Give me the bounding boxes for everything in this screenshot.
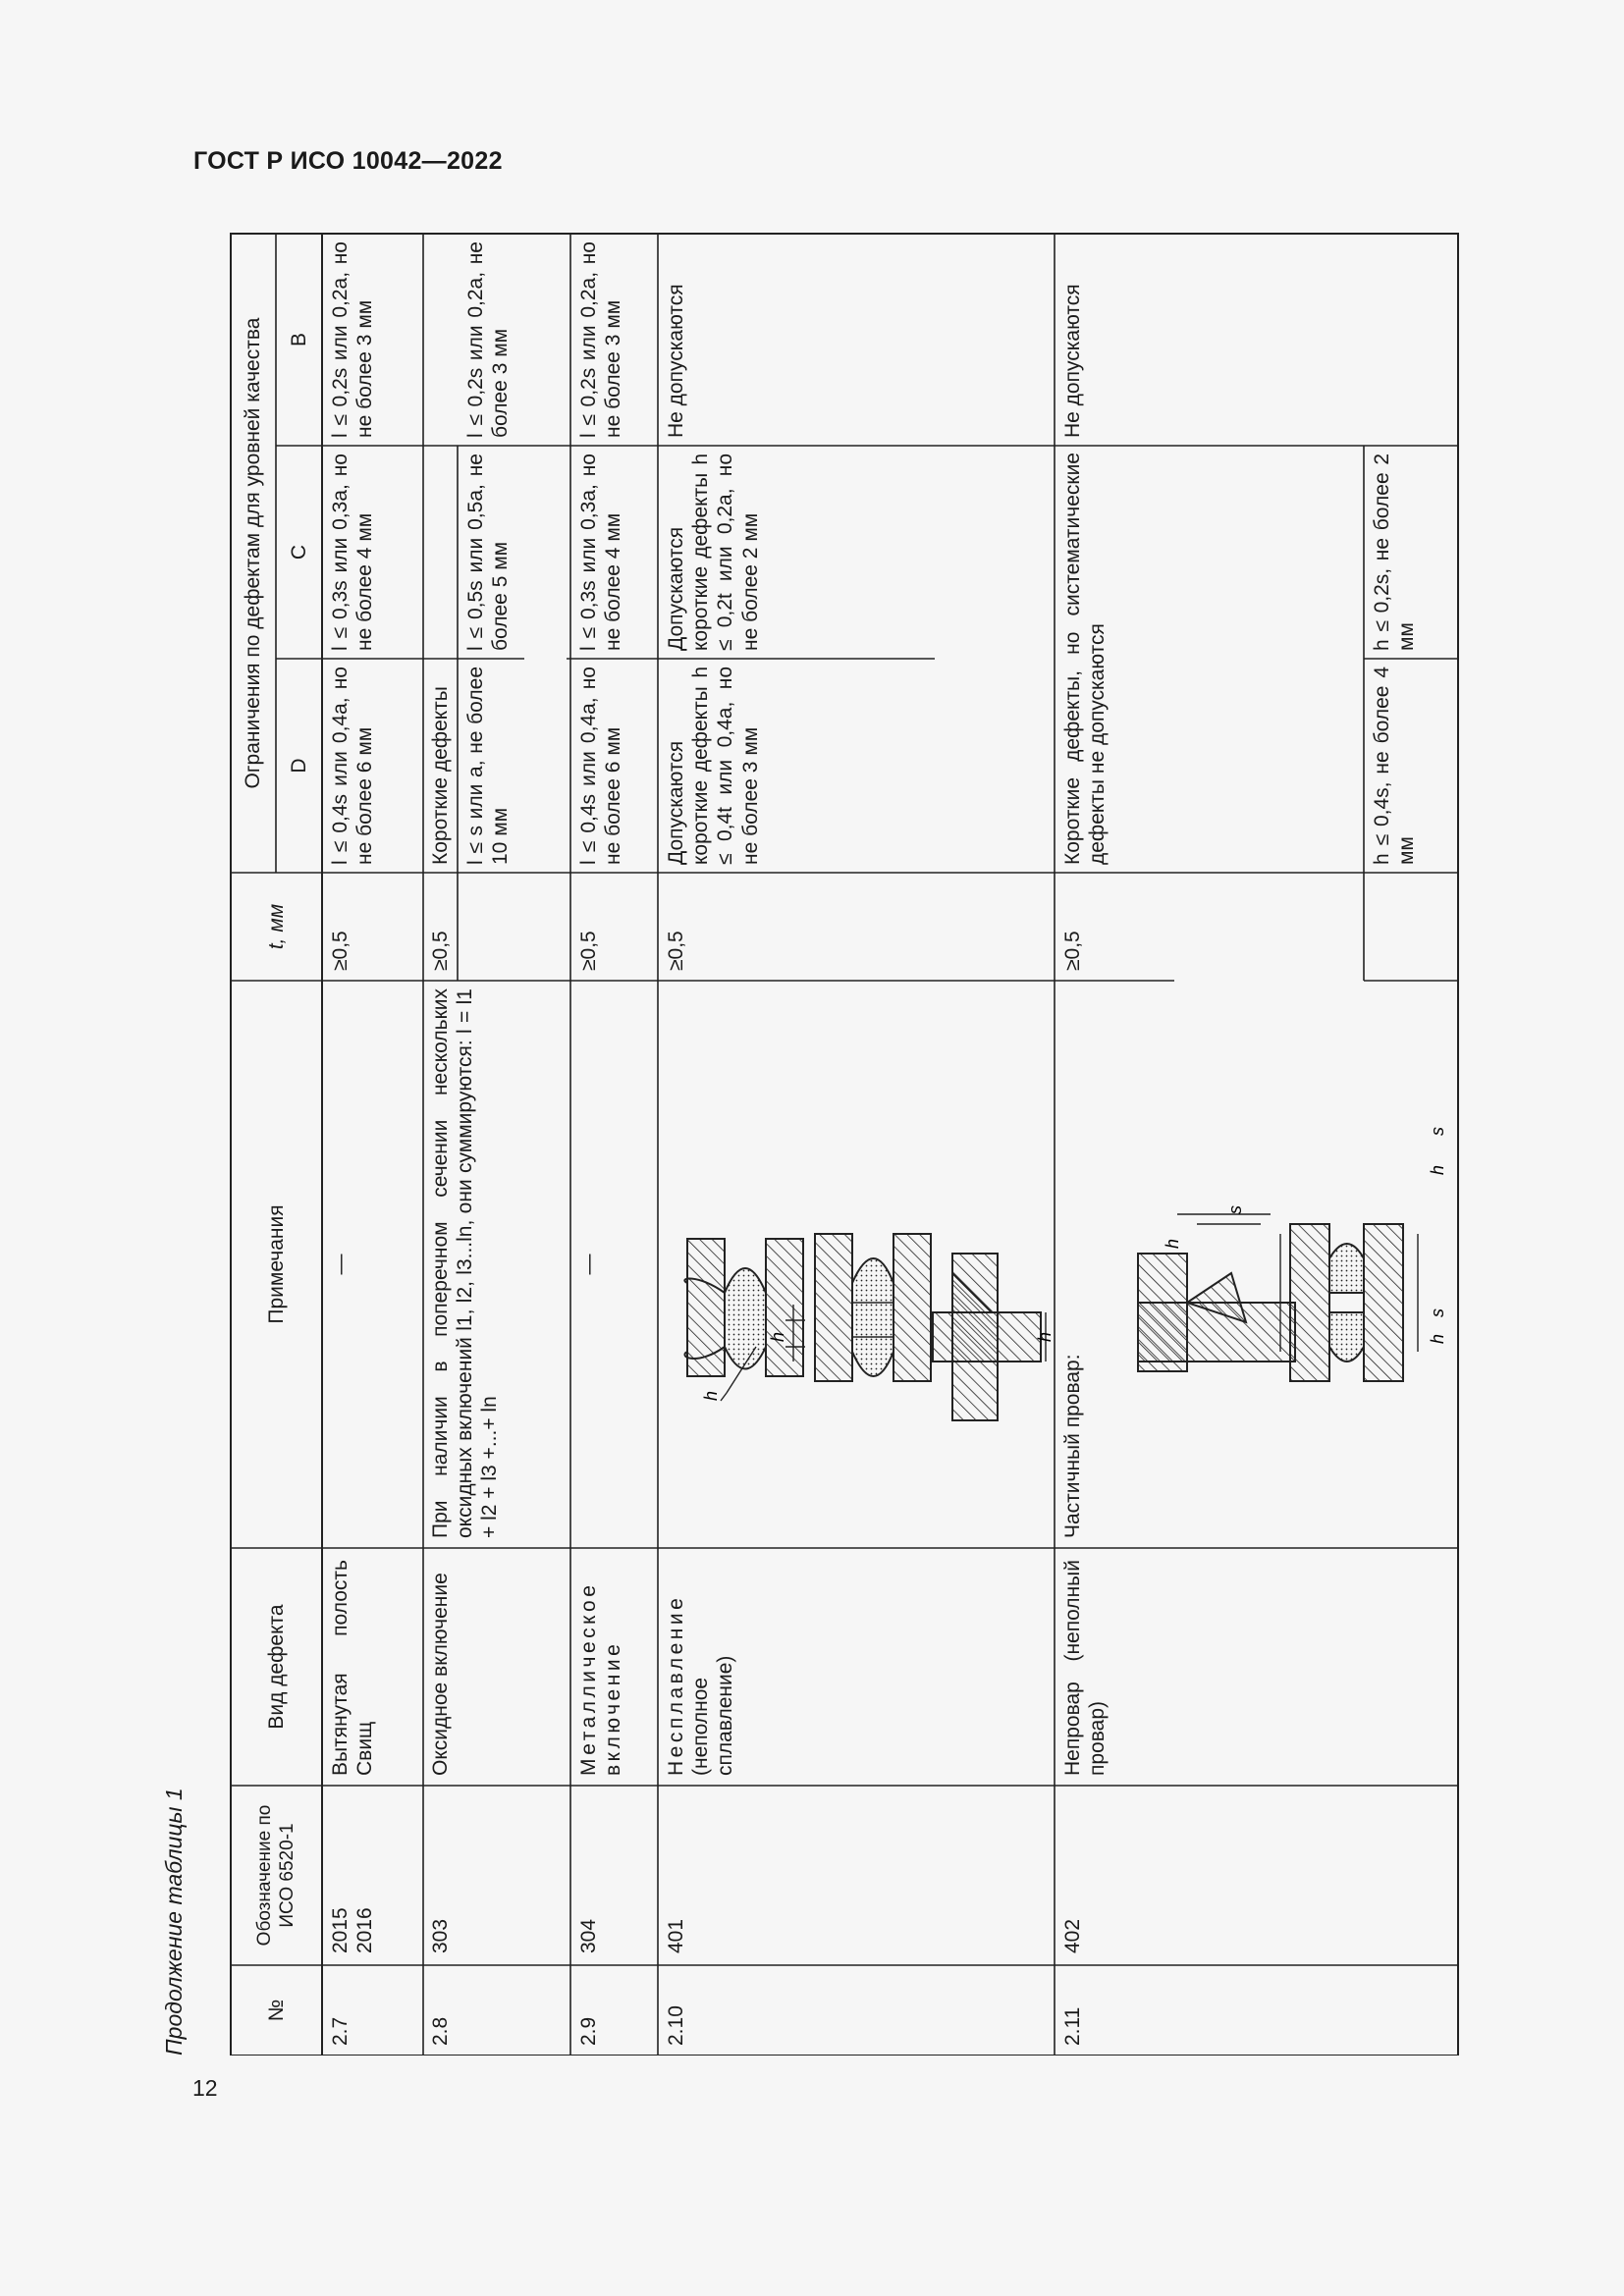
figure-label-h3: h <box>1035 1331 1055 1342</box>
row-2-8-short-defects: Короткие дефекты <box>429 686 452 865</box>
row-2-7-code: 2015 2016 <box>329 1907 377 1953</box>
row-2-11-d: h ≤ 0,4s, не более 4 мм <box>1371 667 1419 865</box>
figure-lack-of-fusion <box>658 981 1055 1548</box>
row-2-8-b: l ≤ 0,2s или 0,2a, не более 3 мм <box>464 241 513 438</box>
row-2-8-t: ≥0,5 <box>429 931 452 971</box>
header-notes: Примечания <box>264 1204 288 1324</box>
figure-label-h2: h <box>768 1331 787 1342</box>
row-2-11-b: Не допускаются <box>1061 284 1084 438</box>
header-num: № <box>264 1999 288 2022</box>
header-level-c: C <box>287 544 310 561</box>
row-2-9-c: l ≤ 0,3s или 0,3a, но не более 4 мм <box>577 454 625 651</box>
row-2-8-notes: При наличии в поперечном сечении нескольких оксидных включений l1, l2, l3...ln, они суммируются: l = l1 + l2 + l3 +...+ ln <box>429 988 502 1538</box>
row-2-10-num: 2.10 <box>665 2005 687 2046</box>
header-limits: Ограничения по дефектам для уровней качества <box>242 317 265 789</box>
figure-label-h6: h <box>1428 1164 1447 1175</box>
row-2-10-defect <box>664 1560 738 1776</box>
header-defect-type: Вид дефекта <box>264 1604 288 1730</box>
row-2-7-num: 2.7 <box>329 2016 352 2046</box>
row-2-9-t: ≥0,5 <box>577 931 600 971</box>
row-2-9-notes: — <box>577 1254 600 1275</box>
row-2-7-notes: — <box>329 1254 352 1275</box>
row-2-7-b: l ≤ 0,2s или 0,2a, но не более 3 мм <box>329 241 377 438</box>
header-level-d: D <box>287 758 310 774</box>
row-2-11-code: 402 <box>1061 1918 1084 1953</box>
figure-label-s2: s <box>1428 1308 1447 1317</box>
row-2-11-num: 2.11 <box>1061 2006 1084 2046</box>
row-2-11-notes: Частичный провар: <box>1061 1354 1084 1538</box>
header-designation: Обозначение по ИСО 6520-1 <box>253 1804 298 1947</box>
row-2-9-b: l ≤ 0,2s или 0,2a, но не более 3 мм <box>577 241 625 438</box>
figure-label-h1: h <box>701 1390 721 1401</box>
figure-label-h5: h <box>1428 1333 1447 1344</box>
row-2-8-num: 2.8 <box>429 2016 452 2046</box>
row-2-7-c: l ≤ 0,3s или 0,3a, но не более 4 мм <box>329 454 377 651</box>
table-caption: Продолжение таблицы 1 <box>161 1788 187 2056</box>
row-2-11-c: h ≤ 0,2s, не более 2 мм <box>1371 454 1419 651</box>
row-2-8-d: l ≤ s или a, не более 10 мм <box>464 667 513 865</box>
row-2-10-code: 401 <box>665 1918 687 1953</box>
header-level-b: B <box>287 333 310 347</box>
row-2-10-d: Допускаются короткие дефекты h ≤ 0,4t или 0,4a, но не более 3 мм <box>665 667 762 865</box>
row-2-7-defect: Вытянутая полость Свищ <box>329 1560 377 1776</box>
row-2-11-t: ≥0,5 <box>1061 931 1084 971</box>
header-thickness: t, мм <box>264 903 288 950</box>
row-2-7-t: ≥0,5 <box>329 931 352 971</box>
row-2-9-d: l ≤ 0,4s или 0,4a, но не более 6 мм <box>577 667 625 865</box>
figure-label-h4: h <box>1163 1238 1182 1249</box>
page-number: 12 <box>192 2075 218 2101</box>
figure-label-s3: s <box>1428 1127 1447 1136</box>
figure-incomplete-penetration <box>1084 981 1457 1548</box>
row-2-10-defect-spaced: Несплавление <box>665 1594 687 1776</box>
row-2-9-num: 2.9 <box>577 2016 600 2046</box>
row-2-10-t: ≥0,5 <box>665 931 687 971</box>
document-header: ГОСТ Р ИСО 10042—2022 <box>193 147 503 175</box>
row-2-10-b: Не допускаются <box>665 284 687 438</box>
row-2-10-c: Допускаются короткие дефекты h ≤ 0,2t или 0,2a, но не более 2 мм <box>665 454 762 651</box>
row-2-8-c: l ≤ 0,5s или 0,5a, не более 5 мм <box>464 454 513 651</box>
row-2-10-defect-sub: (неполное сплавление) <box>689 1655 737 1776</box>
row-2-11-defect: Непровар (неполный провар) <box>1061 1560 1110 1776</box>
rotated-table-block <box>161 232 1464 2056</box>
figure-label-s1: s <box>1225 1205 1245 1214</box>
row-2-9-code: 304 <box>577 1918 600 1953</box>
row-2-11-short-defects: Короткие дефекты, но систематические дефекты не допускаются <box>1061 453 1110 865</box>
row-2-8-defect: Оксидное включение <box>429 1573 452 1776</box>
row-2-9-defect: Металлическое включение <box>577 1581 625 1776</box>
row-2-8-code: 303 <box>429 1918 452 1953</box>
row-2-7-d: l ≤ 0,4s или 0,4a, но не более 6 мм <box>329 667 377 865</box>
